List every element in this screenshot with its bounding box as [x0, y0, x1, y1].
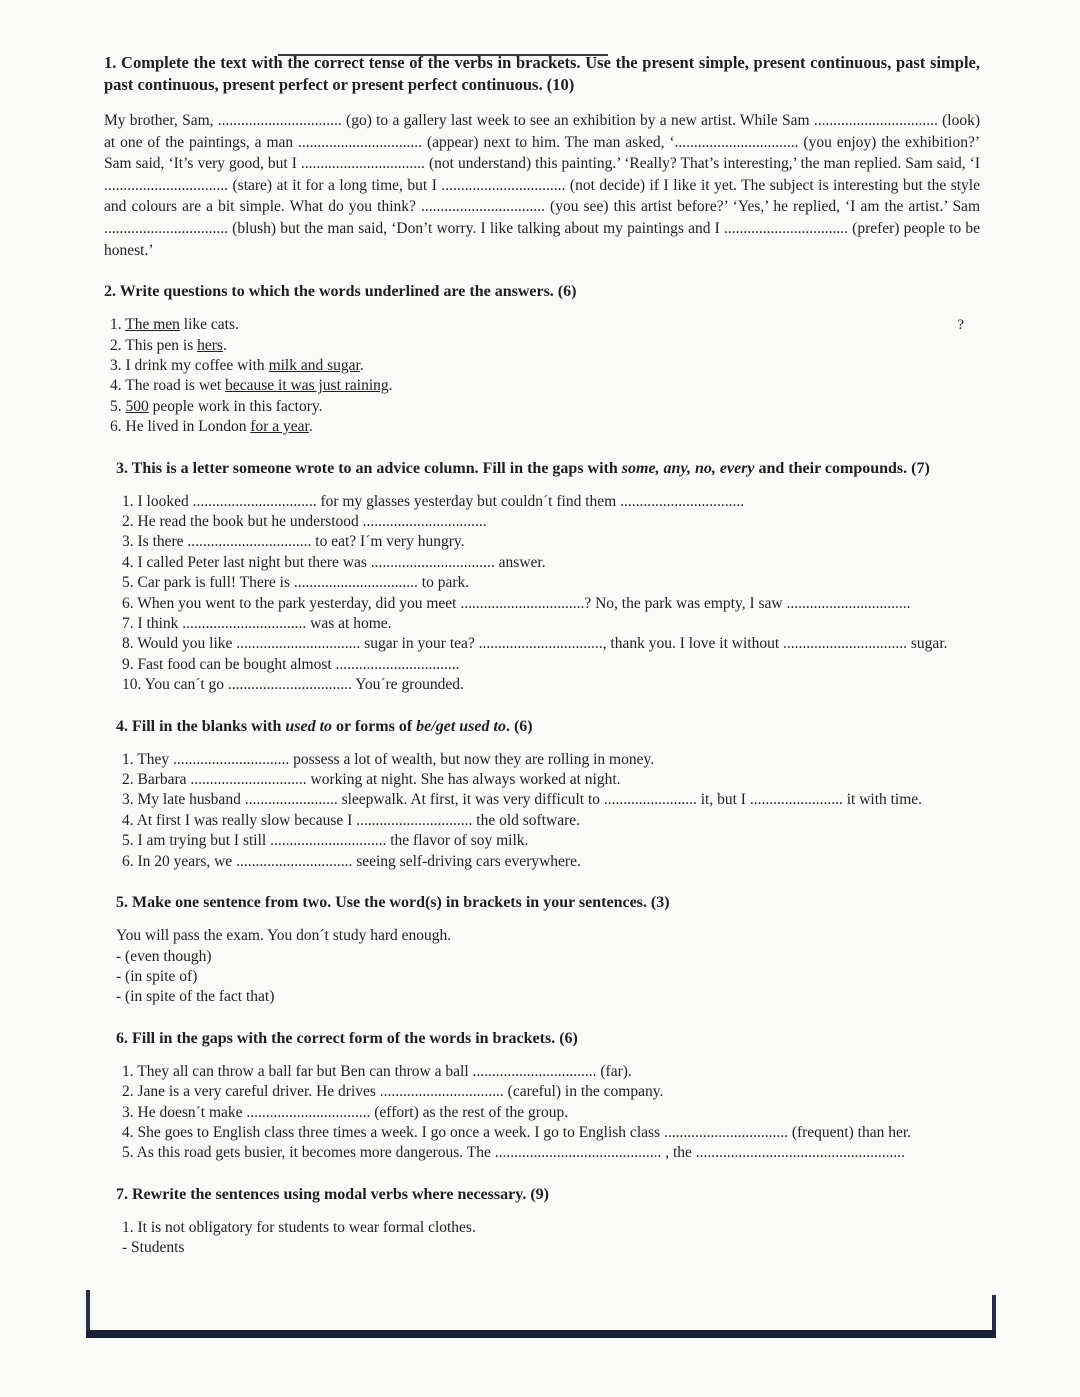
exercise-7-heading: 7. Rewrite the sentences using modal verbs where necessary. (9): [116, 1185, 549, 1203]
exercise-3-item: 5. Car park is full! There is ................................ to park.: [122, 574, 470, 592]
exercise-7-list: [122, 1218, 980, 1259]
exercise-4-item: 6. In 20 years, we .............................. seeing self-driving cars everywhere.: [122, 852, 581, 870]
item-text: like cats.: [179, 316, 239, 334]
exercise-3-item: 10. You can´t go ................................ You´re grounded.: [122, 676, 464, 694]
item-text: .: [222, 336, 227, 354]
item-number: 1.: [110, 316, 122, 334]
exercise-1-text: My brother, Sam, ................................ (go) to a gallery last week to see an exhibition by a new artist. While Sam ................................ (look) at one of the paintings, a man ................................ (appear) next to him. The man asked, ‘................................ (you enjoy) the exhibition?’ Sam said, ‘It’s very good, but I ................................ (not understand) this painting.’ ‘Really? That’s interesting,’ the man replied. Sam said, ‘I ................................ (stare) at it for a long time, but I ................................ (not decide) if I like it yet. The subject is interesting but the style and colours are a bit simple. What do you think? ................................ (you see) this artist before?’ ‘Yes,’ he replied, ‘I am the artist.’ Sam ................................ (blush) but the man said, ‘Don’t worry. I like talking about my paintings and I ................................ (prefer) people to be honest.’: [104, 112, 980, 259]
exercise-2-item: [110, 417, 980, 437]
exercise-6-heading: 6. Fill in the gaps with the correct form of the words in brackets. (6): [116, 1029, 578, 1047]
exercise-2-item: [110, 356, 980, 376]
item-number: 6.: [110, 418, 122, 436]
exercise-2-item: [110, 376, 980, 396]
heading-text: and their compounds. (7): [754, 459, 930, 477]
heading-italic: be/get used to: [416, 717, 506, 735]
question-mark: ?: [957, 317, 964, 334]
item-text: .: [359, 356, 364, 374]
exercise-5: [116, 892, 980, 1008]
exercise-4-item: 5. I am trying but I still .............................. the flavor of soy milk.: [122, 832, 529, 850]
exercise-5-sentence: You will pass the exam. You don´t study hard enough.: [116, 927, 452, 945]
underlined-answer: milk and sugar: [268, 356, 360, 374]
item-number: 4.: [110, 377, 122, 395]
exercise-4-item: 4. At first I was really slow because I .............................. the old software.: [122, 811, 581, 829]
exercise-5-heading: 5. Make one sentence from two. Use the word(s) in brackets in your sentences. (3): [116, 894, 670, 912]
exercise-3-item: 6. When you went to the park yesterday, did you meet ................................? No, the park was empty, I saw ................................: [122, 594, 911, 612]
exercise-7-item: 1. It is not obligatory for students to wear formal clothes.: [122, 1218, 476, 1236]
exercise-2-item: [110, 315, 980, 335]
exercise-1: [104, 52, 980, 261]
exercise-6-item: 2. Jane is a very careful driver. He drives ................................ (careful) in the company.: [122, 1083, 664, 1101]
heading-text: . (6): [505, 717, 533, 735]
exercise-4-list: [122, 750, 980, 872]
heading-text: 4. Fill in the blanks with: [116, 717, 286, 735]
heading-text: or forms of: [332, 717, 417, 735]
exercise-3-heading: [116, 458, 980, 480]
exercise-6-list: [122, 1062, 980, 1164]
exercise-6-item: 1. They all can throw a ball far but Ben can throw a ball ................................ (far).: [122, 1062, 632, 1080]
exercise-3-item: 8. Would you like ................................ sugar in your tea? ................................, thank you. I love it without ................................ sugar.: [122, 635, 948, 653]
exercise-3-item: 2. He read the book but he understood ................................: [122, 513, 487, 530]
exercise-6-item: 5. As this road gets busier, it becomes more dangerous. The ........................................... , the ......................................................: [122, 1144, 906, 1162]
exercise-3-item: 7. I think ................................ was at home.: [122, 615, 392, 633]
heading-italic: some, any, no, every: [621, 459, 755, 477]
worksheet-content: [104, 52, 980, 1259]
item-text: This pen is: [125, 336, 198, 354]
exercise-4-item: 3. My late husband ........................ sleepwalk. At first, it was very difficult to ........................ it, but I ........................ it with time.: [122, 791, 923, 809]
binder-frame-bottom: [86, 1330, 996, 1338]
exercise-6-item: 3. He doesn´t make ................................ (effort) as the rest of the group.: [122, 1103, 569, 1121]
heading-text: 3. This is a letter someone wrote to an advice column. Fill in the gaps with: [116, 459, 622, 477]
exercise-2-item: [110, 336, 980, 356]
item-number: 3.: [110, 356, 122, 374]
exercise-6: [116, 1028, 980, 1164]
exercise-2-heading: 2. Write questions to which the words underlined are the answers. (6): [104, 283, 577, 301]
exercise-1-heading: 1. Complete the text with the correct tense of the verbs in brackets. Use the present simple, present continuous, past simple, past continuous, present perfect or present perfect continuous. (10): [104, 53, 980, 94]
exercise-4-item: 1. They .............................. possess a lot of wealth, but now they are rolling in money.: [122, 750, 655, 768]
exercise-3-item: 9. Fast food can be bought almost ................................: [122, 655, 460, 673]
underlined-answer: for a year: [250, 418, 309, 436]
exercise-5-option: - (even though): [116, 947, 212, 965]
exercise-3-item: 4. I called Peter last night but there was ................................ answer.: [122, 553, 546, 571]
item-text: people work in this factory.: [148, 397, 323, 415]
item-text: I drink my coffee with: [125, 356, 269, 374]
item-number: 5.: [110, 397, 122, 415]
exercise-6-item: 4. She goes to English class three times a week. I go once a week. I go to English class ................................ (frequent) than her.: [122, 1123, 912, 1141]
exercise-3-item: 1. I looked ................................ for my glasses yesterday but couldn´t find them ................................: [122, 492, 745, 510]
exercise-4: [116, 716, 980, 872]
exercise-2-item: [110, 397, 980, 417]
exercise-4-item: 2. Barbara .............................. working at night. She has always worked at night.: [122, 771, 621, 789]
item-text: The road is wet: [125, 377, 226, 395]
exercise-5-option: - (in spite of): [116, 967, 198, 985]
underlined-answer: 500: [125, 397, 149, 415]
underlined-answer: because it was just raining: [225, 377, 389, 395]
underlined-answer: The men: [125, 316, 180, 334]
exercise-7-item: - Students: [122, 1239, 185, 1257]
exercise-3-list: [122, 492, 980, 696]
item-text: He lived in London: [125, 418, 251, 436]
underlined-answer: hers: [197, 336, 223, 354]
exercise-3-item: 3. Is there ................................ to eat? I´m very hungry.: [122, 533, 465, 551]
exercise-2: [104, 281, 980, 437]
exercise-5-option: - (in spite of the fact that): [116, 988, 275, 1006]
exercise-5-list: [116, 926, 980, 1008]
item-number: 2.: [110, 336, 122, 354]
exercise-4-heading: [116, 716, 980, 738]
exercise-3: [116, 458, 980, 696]
heading-italic: used to: [285, 717, 333, 735]
item-text: .: [388, 377, 393, 395]
exercise-7: [116, 1184, 980, 1259]
item-text: .: [308, 418, 313, 436]
exercise-2-list: [110, 315, 980, 437]
